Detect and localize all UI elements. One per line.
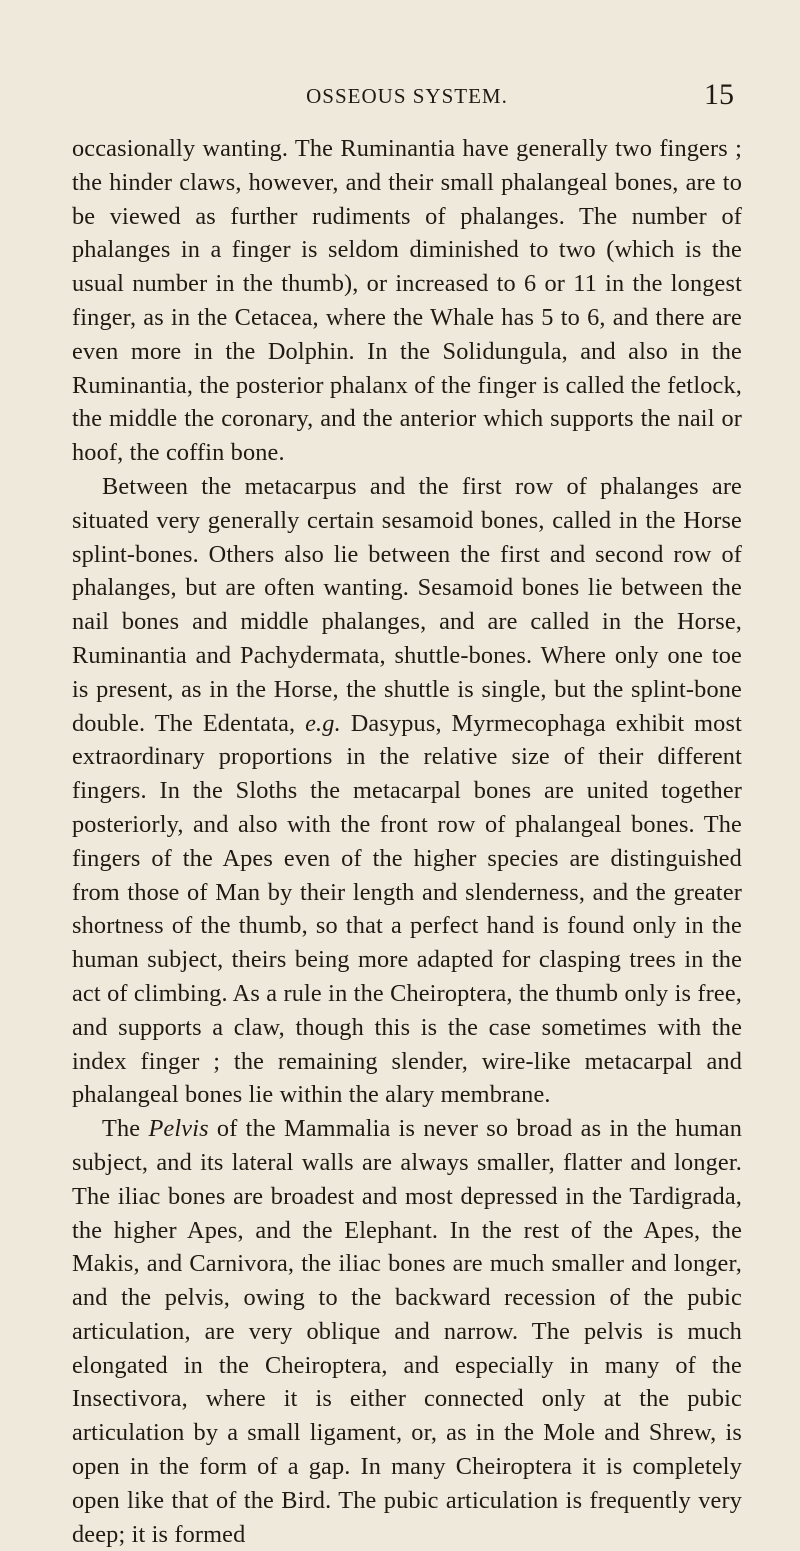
paragraph-3: [72, 1112, 742, 1551]
paragraph-3-italic-pelvis: Pelvis: [148, 1115, 209, 1143]
body-text: [72, 132, 742, 1551]
paragraph-3-text-a: The: [102, 1115, 149, 1143]
page-header: [72, 78, 742, 118]
running-head: OSSEOUS SYSTEM.: [306, 84, 508, 108]
paragraph-2-italic-eg: e.g.: [305, 709, 341, 737]
paragraph-2-text-b: Dasypus, Myrmecophaga exhibit most extraordinary proportions in the relative size of their different fingers. In the Sloths the metacarpal bones are united together posteriorly, and also with the front row of phalangeal bones. The fingers of the Apes even of the higher species are distinguished from those of Man by their length and slenderness, and the greater shortness of the thumb, so that a perfect hand is found only in the human subject, theirs being more adapted for clasping trees in the act of climbing. As a rule in the Cheiroptera, the thumb only is free, and supports a claw, though this is the case sometimes with the index finger ; the remaining slender, wire-like metacarpal and phalangeal bones lie within the alary membrane.: [72, 709, 742, 1109]
page-number: 15: [704, 78, 734, 111]
paragraph-3-text-b: of the Mammalia is never so broad as in the human subject, and its lateral walls are always smaller, flatter and longer. The iliac bones are broadest and most depressed in the Tardigrada, the higher Apes, and the Elephant. In the rest of the Apes, the Makis, and Carnivora, the iliac bones are much smaller and longer, and the pelvis, owing to the backward recession of the pubic articulation, are very oblique and narrow. The pelvis is much elongated in the Cheiroptera, and especially in many of the Insectivora, where it is either connected only at the pubic articulation by a small ligament, or, as in the Mole and Shrew, is open in the form of a gap. In many Cheiroptera it is completely open like that of the Bird. The pubic articulation is frequently very deep; it is formed: [72, 1115, 743, 1548]
paragraph-1: [72, 132, 742, 470]
paragraph-2: [72, 470, 742, 1112]
paragraph-2-text-a: Between the metacarpus and the first row of phalanges are situated very generally certain sesamoid bones, called in the Horse splint-bones. Others also lie between the first and second row of phalanges, but are often wanting. Sesamoid bones lie between the nail bones and middle phalanges, and are called in the Horse, Ruminantia and Pachydermata, shuttle-bones. Where only one toe is present, as in the Horse, the shuttle is single, but the splint-bone double. The Edentata,: [72, 472, 742, 737]
paragraph-1-text: occasionally wanting. The Ruminantia have generally two fingers ; the hinder claws, however, and their small phalangeal bones, are to be viewed as further rudiments of phalanges. The number of phalanges in a finger is seldom diminished to two (which is the usual number in the thumb), or increased to 6 or 11 in the longest finger, as in the Cetacea, where the Whale has 5 to 6, and there are even more in the Dolphin. In the Solidungula, and also in the Ruminantia, the posterior phalanx of the finger is called the fetlock, the middle the coronary, and the anterior which supports the nail or hoof, the coffin bone.: [72, 135, 742, 467]
